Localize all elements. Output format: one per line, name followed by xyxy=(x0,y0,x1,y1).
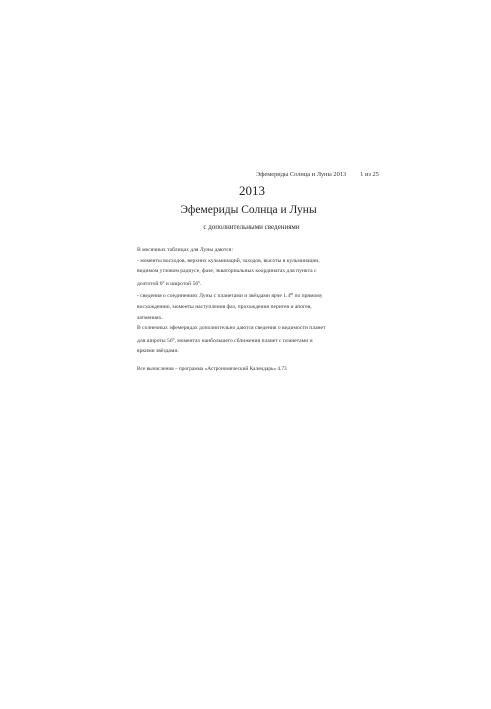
moon-item-1-line-1: - моменты восходов, верхних кульминаций, заходов, высоты в кульминации, xyxy=(137,257,320,264)
page-indicator: 1 из 25 xyxy=(360,171,379,178)
sun-line-1: В солнечных эфемеридах дополнительно даются сведения о видимости планет xyxy=(137,325,326,332)
document-year: 2013 xyxy=(239,183,265,198)
magnitude-sign: m xyxy=(290,292,294,297)
software-credit: Все вычисления – программа «Астрономический Календарь» 4.73 xyxy=(137,366,287,372)
moon-item-2-line-1 xyxy=(137,289,387,302)
running-title: Эфемериды Солнца и Луны 2013 xyxy=(256,171,347,178)
document-subtitle: с дополнительными сведениями xyxy=(203,223,300,231)
intro-line: В месячных таблицах для Луны даются: xyxy=(137,247,234,253)
sun-line-2 xyxy=(137,334,387,347)
moon-item-1-line-3 xyxy=(137,277,387,290)
document-title: Эфемериды Солнца и Луны xyxy=(180,204,317,216)
conjunction-text-tail: по прямому xyxy=(293,293,323,300)
degree-sign: o xyxy=(172,336,175,341)
moon-item-2-line-3: затмениях. xyxy=(137,314,163,321)
period: . xyxy=(199,280,202,287)
sun-line-3: яркими звёздами. xyxy=(137,348,179,355)
sun-line-2-tail: , моментах наибольшего сближения планет с планетами и xyxy=(174,337,313,344)
degree-sign: o xyxy=(198,279,200,284)
sun-latitude-text: для широты 56 xyxy=(137,337,173,344)
latitude-text: и широтой 56 xyxy=(164,280,199,287)
moon-item-1-line-2: видимом угловом радиусе, фазе, экваториальных координатах для пункта с xyxy=(137,268,317,275)
body-text xyxy=(137,245,387,357)
running-header xyxy=(256,171,379,178)
conjunction-text: - сведения о соединениях Луны с планетами и звёздами ярче 1.4 xyxy=(137,293,291,300)
degree-sign: o xyxy=(162,279,165,284)
moon-item-2-line-2: восхождению, моменты наступления фаз, прохождения перигея и апогея, xyxy=(137,303,312,310)
longitude-text: долготой 0 xyxy=(137,280,163,287)
